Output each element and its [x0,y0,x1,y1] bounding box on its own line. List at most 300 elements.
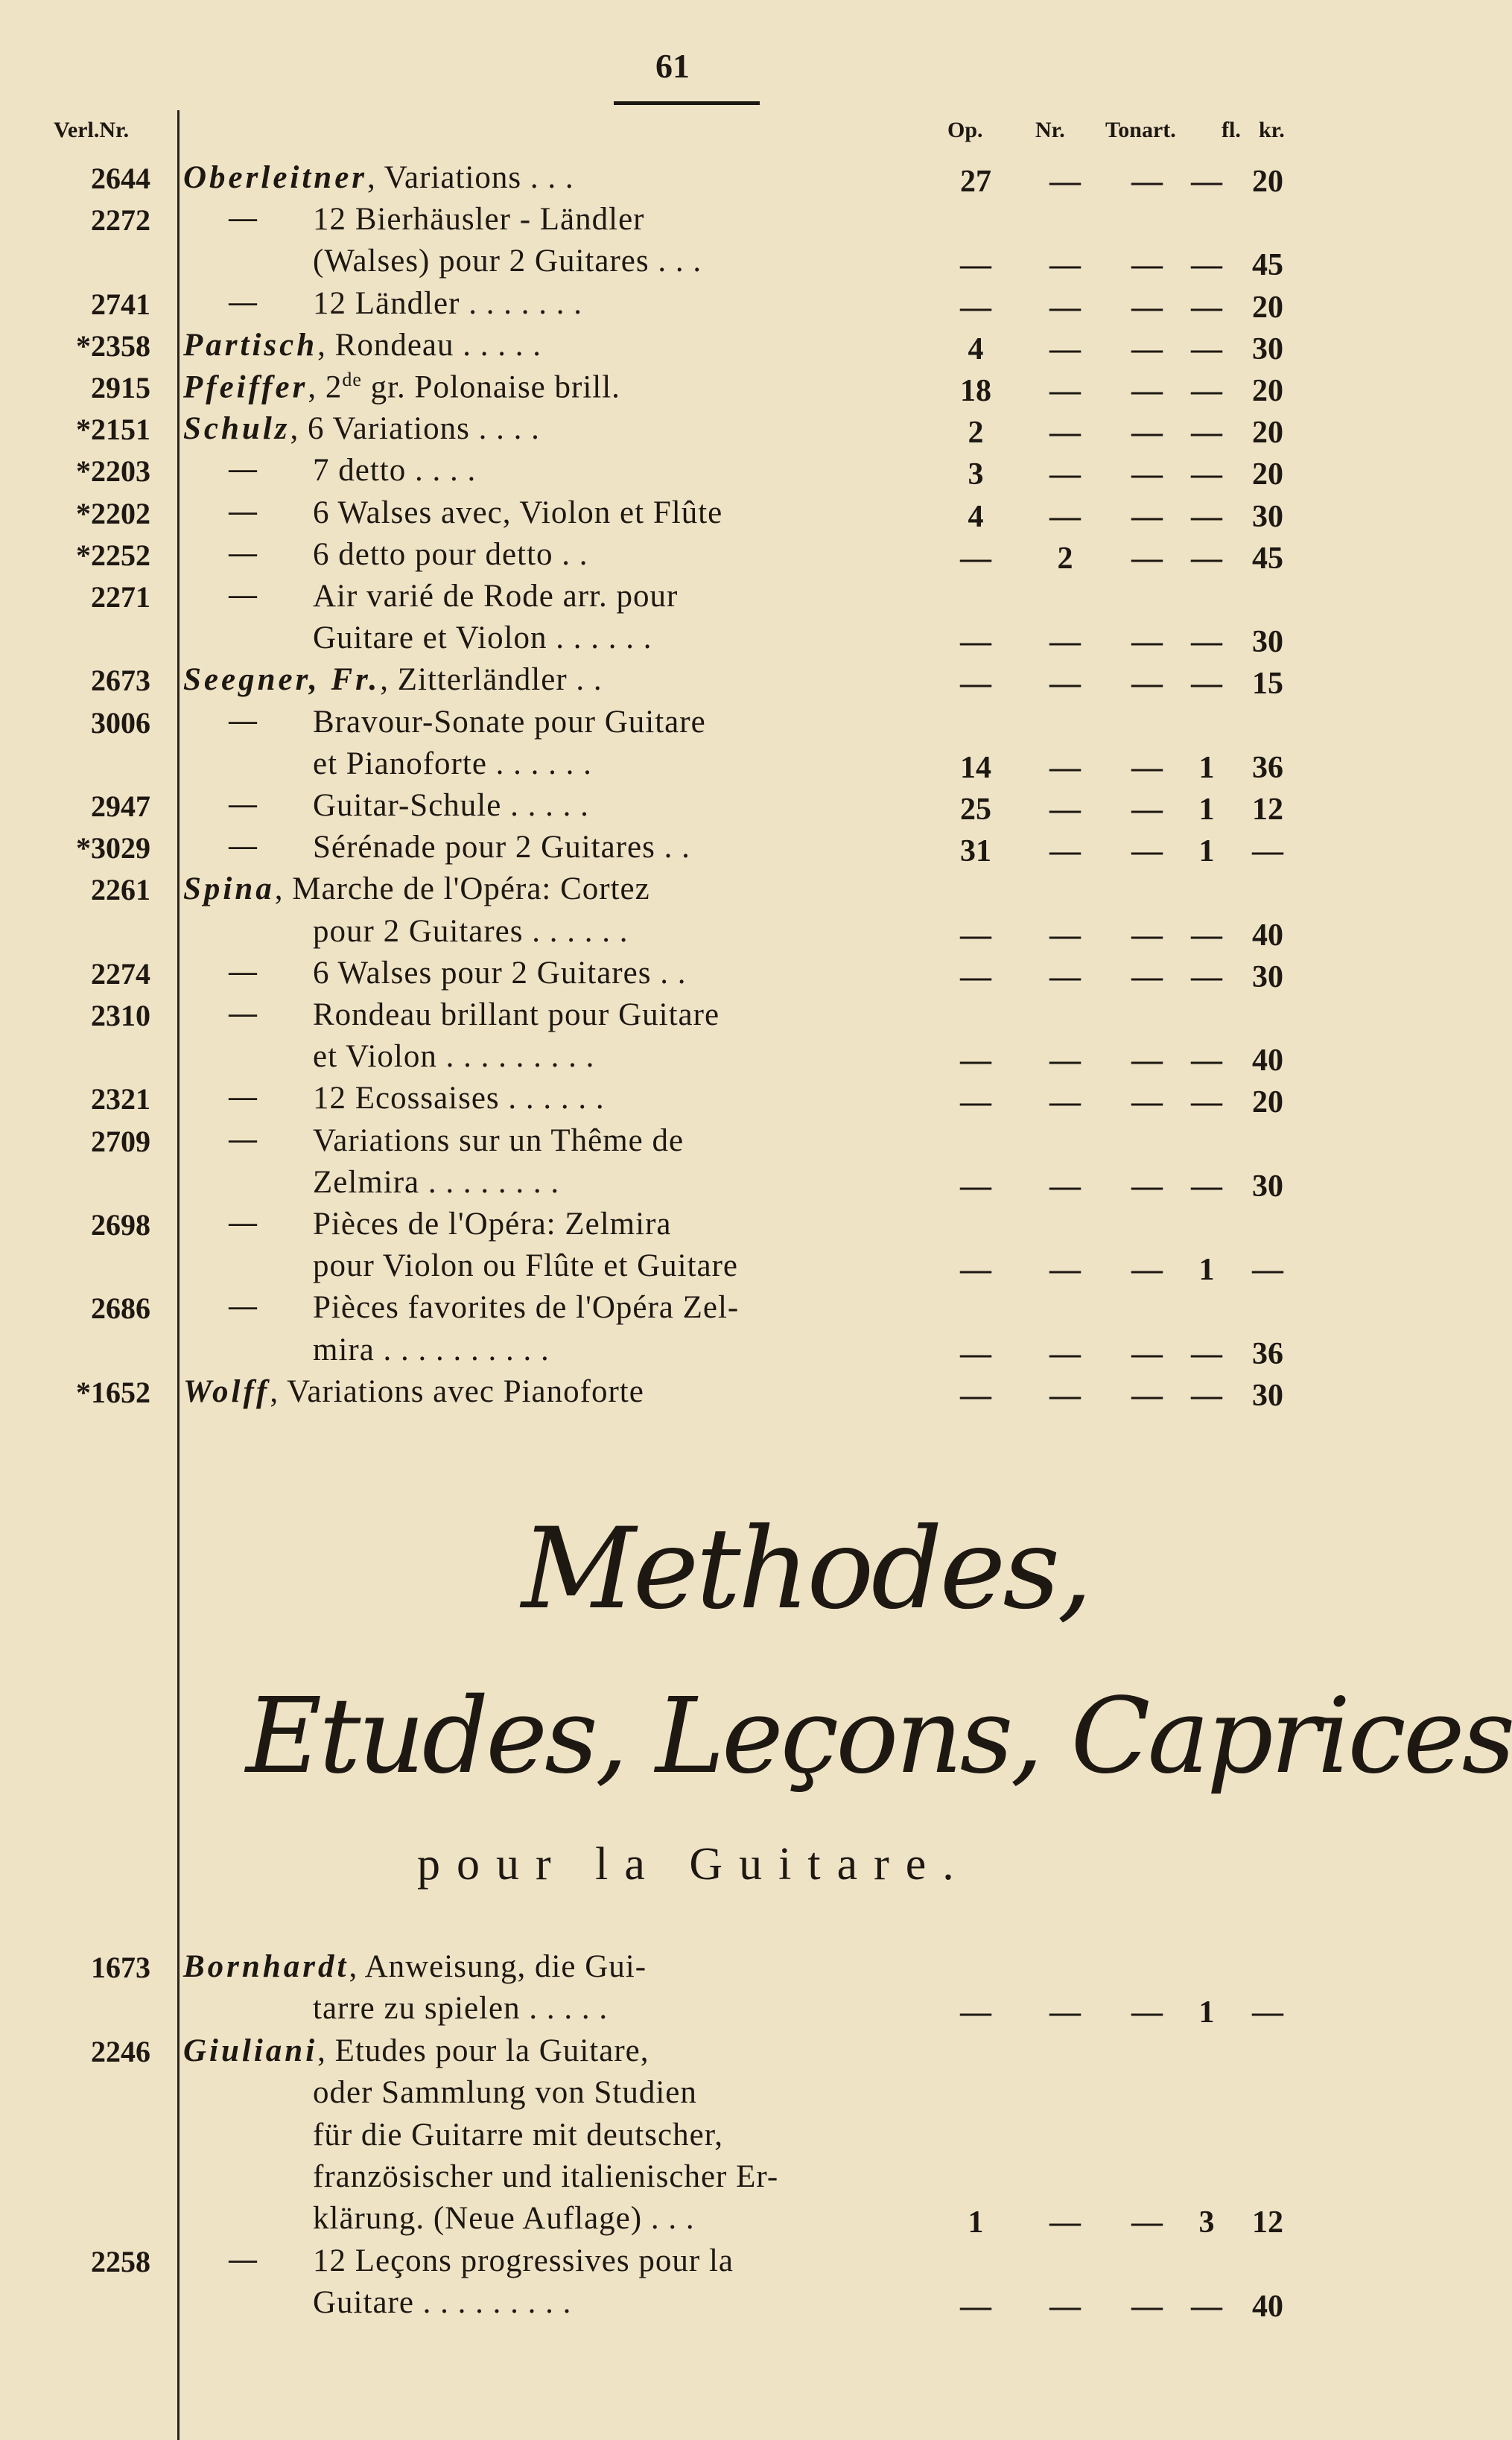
ditto-dash: — [227,827,258,865]
list-item [0,826,1353,869]
list-item [0,952,1353,992]
verlag-number: *2252 [76,538,150,572]
cell-op: 25 [960,792,991,827]
verlag-number: 2686 [91,1292,150,1326]
title-text: oder Sammlung von Studien [313,2075,697,2111]
cell-op: 14 [960,750,991,785]
entry-title [313,495,722,531]
entry-title [313,955,686,991]
page-number: 61 [655,47,690,85]
cell-fl: — [1191,416,1222,451]
cell-fl: — [1191,374,1222,408]
cell-nr: — [1049,2205,1081,2240]
cell-nr: — [1049,959,1081,994]
verlag-number: 2261 [91,873,150,907]
cell-kr: 12 [1252,792,1283,827]
title-text: klärung. (Neue Auflage) . . . [313,2201,695,2237]
cell-kr: 20 [1252,290,1283,325]
title-text: Bravour-Sonate pour Guitare [313,704,706,740]
list-item [0,2240,1353,2280]
cell-ton: — [1131,792,1163,827]
cell-ton: — [1131,290,1163,325]
cell-op: — [960,1253,991,1288]
composer-name: Wolff [183,1373,270,1409]
cell-op: — [960,667,991,702]
section-heading-pour-la-guitare: pour la Guitare. [417,1839,971,1890]
cell-op: 27 [960,165,991,199]
verlag-number: 2258 [91,2244,150,2278]
cell-ton: — [1131,959,1163,994]
cell-kr: 30 [1252,331,1283,366]
entry-title [313,1122,684,1159]
title-text: , Marche de l'Opéra: Cortez [274,871,650,907]
cell-fl: — [1191,959,1222,994]
list-item [0,743,1353,783]
ditto-dash: — [227,995,258,1032]
cell-fl: 1 [1198,750,1215,785]
cell-op: — [960,625,991,660]
cell-ton: — [1131,165,1163,199]
entry-title [313,243,702,279]
cell-ton: — [1131,331,1163,366]
title-text: pour Violon ou Flûte et Guitare [313,1248,739,1284]
entry-title [313,1332,550,1368]
page-number-rule [614,101,760,105]
verlag-number: *2202 [76,496,150,530]
list-item [0,1286,1353,1327]
cell-fl: 1 [1198,792,1215,827]
title-text: pour 2 Guitares . . . . . . [313,913,629,949]
list-item [0,994,1353,1034]
cell-kr: 30 [1252,625,1283,660]
cell-ton: — [1131,834,1163,869]
title-text: tarre zu spielen . . . . . [313,1991,609,2027]
cell-kr: 30 [1252,1378,1283,1413]
title-text: 12 Bierhäusler - Ländler [313,202,645,238]
cell-op: 3 [968,457,984,492]
entry-title [313,578,678,614]
entry-title [313,1990,608,2027]
entry-title [313,997,720,1033]
entry-title [313,829,690,865]
cell-ton: — [1131,667,1163,702]
entry-title [183,1373,644,1410]
cell-op: — [960,1378,991,1413]
list-item [0,617,1353,660]
composer-name: Oberleitner [183,160,368,195]
list-item [0,1370,1353,1411]
title-text: et Violon . . . . . . . . . [313,1039,595,1075]
cell-nr: 2 [1057,541,1073,576]
entry-title [313,1080,605,1116]
ditto-dash: — [227,1078,258,1116]
entry-title [183,369,620,405]
list-item [0,156,1353,197]
cell-kr: 45 [1252,248,1283,283]
list-item [0,492,1353,532]
cell-kr: 30 [1252,499,1283,534]
cell-nr: — [1049,625,1081,660]
cell-ton: — [1131,248,1163,283]
cell-fl: 1 [1198,834,1215,869]
ditto-dash: — [227,1204,258,1241]
entry-title [183,159,574,196]
composer-name: Pfeiffer [183,369,308,405]
title-text: 7 detto . . . . [313,453,477,489]
title-superscript: de [342,369,362,390]
title-text: 12 Ländler . . . . . . . [313,285,582,321]
ditto-dash: — [227,534,258,571]
cell-op: 4 [968,499,984,534]
verlag-number: *2203 [76,454,150,489]
header-fl: fl. [1222,118,1241,142]
list-item [0,784,1353,825]
cell-nr: — [1049,1336,1081,1371]
title-text: , Rondeau . . . . . [317,327,541,363]
verlag-number: 3006 [91,705,150,740]
cell-fl: — [1191,918,1222,953]
cell-fl: 1 [1198,1995,1215,2030]
header-nr: Nr. [1035,118,1065,142]
cell-nr: — [1049,1253,1081,1288]
entry-title [183,2033,649,2069]
ditto-dash: — [227,492,258,530]
entry-title [313,2200,695,2237]
verlag-number: 2246 [91,2034,150,2068]
title-text: , 6 Variations . . . . [290,411,540,447]
cell-fl: 1 [1198,1253,1215,1288]
cell-kr: — [1252,1253,1283,1288]
cell-kr: 12 [1252,2205,1283,2240]
cell-kr: 20 [1252,416,1283,451]
cell-ton: — [1131,1085,1163,1120]
cell-ton: — [1131,374,1163,408]
cell-ton: — [1131,457,1163,492]
title-text: 6 detto pour detto . . [313,536,588,572]
cell-fl: — [1191,1169,1222,1204]
list-item [0,366,1353,406]
list-item [0,533,1353,574]
cell-op: 31 [960,834,991,869]
cell-op: — [960,1995,991,2030]
list-item [0,2197,1353,2240]
cell-fl: — [1191,457,1222,492]
cell-kr: 20 [1252,374,1283,408]
title-text: Rondeau brillant pour Guitare [313,997,720,1032]
entry-title [313,2074,697,2111]
verlag-number: 2644 [91,162,150,195]
cell-op: — [960,1043,991,1078]
cell-nr: — [1049,331,1081,366]
cell-kr: 20 [1252,165,1283,199]
cell-op: — [960,1169,991,1204]
verlag-number: 2915 [91,371,150,404]
cell-op: — [960,290,991,325]
verlag-number: 2310 [91,999,150,1032]
ditto-dash: — [227,2240,258,2278]
entry-title [183,410,540,447]
title-text: für die Guitarre mit deutscher, [313,2117,724,2153]
cell-fl: — [1191,499,1222,534]
entry-title [313,787,589,824]
ditto-dash: — [227,451,258,488]
cell-nr: — [1049,1085,1081,1120]
list-item [0,1077,1353,1120]
verlag-number: *1652 [76,1375,150,1409]
cell-fl: 3 [1198,2205,1215,2240]
verlag-number: 1673 [91,1951,150,1984]
cell-nr: — [1049,499,1081,534]
title-text: , Etudes pour la Guitare, [317,2033,649,2068]
ditto-dash: — [227,786,258,822]
ditto-dash: — [227,702,258,739]
verlag-number: 2321 [91,1082,150,1116]
verlag-number: *2358 [76,328,150,363]
entry-title [313,452,476,489]
cell-kr: 20 [1252,457,1283,492]
ditto-dash: — [227,953,258,990]
title-text: Pièces favorites de l'Opéra Zel- [313,1290,740,1326]
list-item [0,1203,1353,1243]
cell-fl: — [1191,667,1222,702]
cell-op: — [960,2290,991,2325]
cell-op: 4 [968,331,984,366]
list-item [0,1035,1353,1076]
cell-fl: — [1191,1085,1222,1120]
title-text: Variations sur un Thême de [313,1122,684,1158]
cell-ton: — [1131,750,1163,785]
list-item [0,2114,1353,2154]
list-item [0,910,1353,953]
cell-nr: — [1049,457,1081,492]
list-item [0,240,1353,283]
header-tonart: Tonart. [1105,118,1176,142]
composer-name: Schulz [183,411,290,447]
cell-kr: — [1252,1995,1283,2030]
verlag-number: *3029 [76,831,150,865]
entry-title [313,2284,571,2321]
verlag-number: 2709 [91,1124,150,1158]
cell-kr: 36 [1252,1336,1283,1371]
cell-kr: 40 [1252,1043,1283,1078]
cell-nr: — [1049,1995,1081,2030]
entry-title [313,913,629,950]
cell-fl: — [1191,1336,1222,1371]
cell-nr: — [1049,416,1081,451]
cell-ton: — [1131,1169,1163,1204]
entry-title [313,1206,671,1242]
cell-nr: — [1049,248,1081,283]
title-text: Guitare . . . . . . . . . [313,2285,572,2321]
entry-title [313,2158,778,2195]
cell-ton: — [1131,416,1163,451]
title-text: Guitar-Schule . . . . . [313,788,589,823]
section-heading-methodes: Methodes, [521,1505,1090,1634]
composer-name: Giuliani [183,2033,318,2068]
cell-kr: 20 [1252,1085,1283,1120]
cell-ton: — [1131,625,1163,660]
cell-ton: — [1131,1995,1163,2030]
entry-title [313,1164,559,1201]
title-text: Pièces de l'Opéra: Zelmira [313,1207,672,1242]
title-text: Sérénade pour 2 Guitares . . [313,830,690,865]
cell-ton: — [1131,541,1163,576]
cell-kr: 40 [1252,2290,1283,2325]
composer-name: Bornhardt [183,1949,349,1984]
list-item [0,868,1353,908]
ditto-dash: — [227,200,258,237]
verlag-number: 2741 [91,287,150,321]
ditto-dash: — [227,1288,258,1325]
cell-nr: — [1049,374,1081,408]
cell-kr: 36 [1252,750,1283,785]
cell-op: — [960,918,991,953]
list-item [0,324,1353,364]
entry-title [183,661,603,698]
cell-nr: — [1049,834,1081,869]
entry-title [313,746,592,782]
cell-kr: 15 [1252,667,1283,702]
entry-title [313,2243,734,2279]
cell-fl: — [1191,2290,1222,2325]
list-item [0,198,1353,238]
entry-title [183,1948,647,1985]
cell-nr: — [1049,918,1081,953]
cell-op: — [960,1336,991,1371]
title-text: , Variations avec Pianoforte [270,1373,644,1409]
title-text: 6 Walses pour 2 Guitares . . [313,955,687,991]
section-heading-etudes: Etudes, Leçons, Caprices [246,1676,1512,1797]
cell-kr: — [1252,834,1283,869]
cell-fl: — [1191,625,1222,660]
cell-fl: — [1191,541,1222,576]
cell-nr: — [1049,290,1081,325]
cell-op: — [960,541,991,576]
cell-op: 1 [968,2205,984,2240]
composer-name: Partisch [183,327,318,363]
list-item [0,658,1353,702]
title-text: , Zitterländler . . [380,662,603,698]
cell-op: — [960,248,991,283]
ditto-dash: — [227,576,258,613]
cell-ton: — [1131,1253,1163,1288]
title-text-cont: gr. Polonaise brill. [361,369,620,405]
entry-title [313,1038,594,1075]
cell-kr: 45 [1252,541,1283,576]
title-text: Guitare et Violon . . . . . . [313,620,652,656]
entry-title [313,536,588,573]
verlag-number: 2698 [91,1208,150,1242]
cell-nr: — [1049,1169,1081,1204]
cell-nr: — [1049,750,1081,785]
cell-ton: — [1131,499,1163,534]
cell-ton: — [1131,1378,1163,1413]
list-item [0,1245,1353,1288]
cell-fl: — [1191,1378,1222,1413]
title-text: (Walses) pour 2 Guitares . . . [313,244,702,279]
list-item [0,449,1353,492]
list-item [0,407,1353,451]
cell-fl: — [1191,1043,1222,1078]
header-kr: kr. [1259,118,1285,142]
list-item [0,1329,1353,1369]
cell-nr: — [1049,165,1081,199]
title-text: , Anweisung, die Gui- [349,1949,647,1984]
entry-title [313,2117,723,2153]
title-text: 6 Walses avec, Violon et Flûte [313,495,723,530]
cell-ton: — [1131,1336,1163,1371]
entry-title [183,327,541,363]
list-item [0,1161,1353,1204]
cell-fl: — [1191,248,1222,283]
list-item [0,1945,1353,1986]
entry-title [313,201,644,238]
cell-fl: — [1191,290,1222,325]
entry-title [183,871,650,907]
verlag-number: 2274 [91,956,150,991]
entry-title [313,1289,739,1326]
title-text: , Variations . . . [367,160,574,195]
composer-name: Seegner, Fr. [183,662,381,698]
composer-name: Spina [183,871,275,907]
verlag-number: *2151 [76,413,150,447]
verlag-number: 2272 [91,203,150,238]
cell-nr: — [1049,1378,1081,1413]
cell-fl: — [1191,165,1222,199]
cell-nr: — [1049,1043,1081,1078]
verlag-number: 2271 [91,580,150,614]
entry-title [313,285,582,322]
title-text: Zelmira . . . . . . . . [313,1164,560,1200]
verlag-number: 2673 [91,664,150,698]
list-item [0,701,1353,741]
title-text: et Pianoforte . . . . . . [313,746,592,781]
list-item [0,2071,1353,2112]
title-text: Air varié de Rode arr. pour [313,579,679,614]
ditto-dash: — [227,283,258,320]
list-item [0,575,1353,615]
ditto-dash: — [227,1120,258,1157]
list-item [0,2281,1353,2325]
title-text: französischer und italienischer Er- [313,2159,779,2194]
entry-title [313,704,706,740]
list-item [0,2030,1353,2070]
title-text: 12 Leçons progressives pour la [313,2243,734,2278]
entry-title [313,620,652,656]
list-item [0,1119,1353,1160]
cell-op: — [960,1085,991,1120]
header-verl-nr: Verl.Nr. [54,118,130,142]
list-item [0,1987,1353,2030]
cell-ton: — [1131,2290,1163,2325]
list-item [0,282,1353,323]
title-text: , 2 [308,369,343,405]
cell-nr: — [1049,667,1081,702]
list-item [0,2155,1353,2196]
entry-title [313,1248,738,1284]
title-text: mira . . . . . . . . . . [313,1332,550,1367]
cell-op: 18 [960,374,991,408]
verlag-number: 2947 [91,789,150,823]
cell-op: — [960,959,991,994]
cell-ton: — [1131,918,1163,953]
cell-ton: — [1131,2205,1163,2240]
cell-fl: — [1191,331,1222,366]
cell-nr: — [1049,2290,1081,2325]
cell-kr: 30 [1252,1169,1283,1204]
title-text: 12 Ecossaises . . . . . . [313,1081,605,1116]
header-op: Op. [947,118,983,142]
